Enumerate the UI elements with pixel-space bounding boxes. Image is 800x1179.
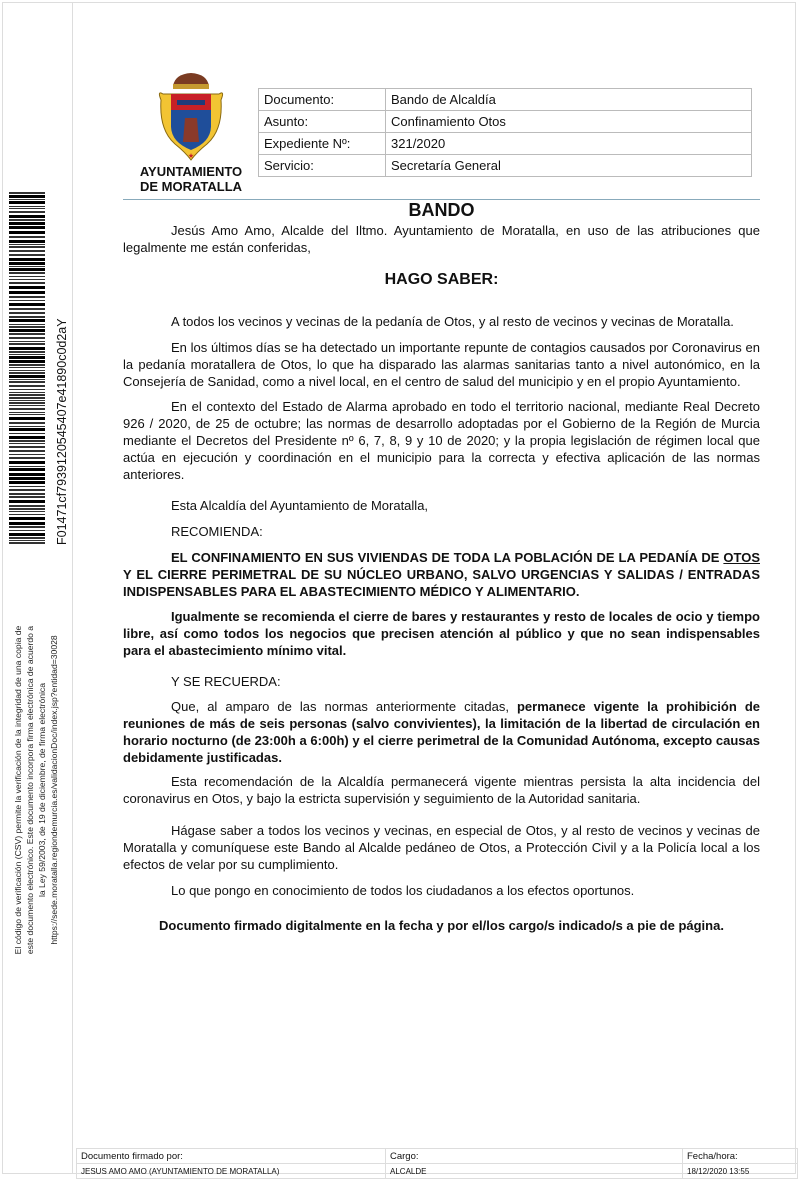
hago-saber-heading: HAGO SABER: [384,271,499,288]
barcode-bar [9,508,45,510]
barcode-bar [9,272,45,274]
barcode-bar [9,329,45,332]
barcode-bar [9,367,45,368]
barcode-bar [9,533,45,536]
date-label: Fecha/hora: [683,1149,798,1164]
csv-code: F01471cf7939120545407e41890c0d2aY [55,318,69,545]
barcode-bar [9,493,45,495]
barcode-bar [9,211,45,213]
barcode-bar [9,282,45,284]
paragraph: Lo que pongo en conocimiento de todos los ciudadanos a los efectos oportunos. [171,883,635,898]
barcode-bar [9,514,45,515]
barcode-bar [9,412,45,413]
barcode-bar [9,347,45,350]
meta-value: 321/2020 [386,133,752,155]
meta-value: Secretaría General [386,155,752,177]
barcode-bar [9,215,45,218]
barcode-bar [9,530,45,531]
barcode-bar [9,500,45,503]
barcode-bar [9,542,45,544]
barcode-bar [9,231,45,234]
barcode-bar [9,354,45,355]
barcode-bar [9,333,45,335]
barcode-bar [9,240,45,243]
barcode-bar [9,540,45,541]
barcode-bar [9,489,45,491]
barcode-bar [9,450,45,452]
barcode-bar [9,244,45,245]
barcode-bar [9,316,45,318]
barcode-bar [9,319,45,322]
barcode-bar [9,279,45,280]
signature-table [76,1148,798,1179]
barcode-bar [9,400,45,401]
barcode-bar [9,246,45,248]
barcode-bar [9,426,45,427]
paragraph: Y SE RECUERDA: [171,674,281,689]
barcode-bar [9,522,45,525]
barcode-bar [9,276,45,277]
barcode-bar [9,370,45,371]
reminder-paragraph [123,698,760,766]
barcode-bar [9,381,45,383]
barcode-bar [9,408,45,410]
barcode-bar [9,526,45,528]
municipal-logo [138,70,244,194]
meta-label: Documento: [259,89,386,111]
barcode-bar [9,324,45,325]
date-value: 18/12/2020 13:55 [683,1164,798,1179]
barcode-bar [9,341,45,342]
barcode-bar [9,405,45,406]
meta-label: Servicio: [259,155,386,177]
barcode-bar [9,222,45,225]
signed-by-label: Documento firmado por: [77,1149,386,1164]
paragraph: Esta recomendación de la Alcaldía permanecerá vigente mientras persista la alta incidencia del coronavirus en Otos, y bajo la estricta supervisión y seguimiento de la Autoridad sanitaria. [123,774,760,806]
barcode-bar [9,372,45,374]
barcode-bar [9,303,45,306]
barcode-bar [9,266,45,267]
paragraph: Igualmente se recomienda el cierre de bares y restaurantes y resto de locales de ocio y tiempo libre, así como todos los negocios que precisen atención al público y que no sean indispensables para el abastecimiento mínimo vital. [123,609,760,658]
barcode-bar [9,397,45,399]
barcode-bar [9,422,45,424]
barcode-bar [9,226,45,229]
barcode-bar [9,440,45,442]
barcode-bar [9,343,45,345]
paragraph: En los últimos días se ha detectado un importante repunte de contagios causados por Coronavirus en la pedanía moratallera de Otos, lo que ha disparado las alarmas sanitarias tanto a nivel autonómico, en la Consejería de Sanidad, como a nivel local, en el centro de salud del municipio y en el propio Ayuntamiento. [123,340,760,389]
barcode-bar [9,392,45,393]
cargo-value: ALCALDE [386,1164,683,1179]
barcode-bar [9,291,45,294]
paragraph: RECOMIENDA: [171,524,263,539]
document-title: BANDO [408,200,475,220]
meta-label: Asunto: [259,111,386,133]
svg-text:★: ★ [187,153,195,160]
barcode-bar [9,394,45,396]
intro-paragraph: Jesús Amo Amo, Alcalde del Iltmo. Ayuntamiento de Moratalla, en uso de las atribuciones que legalmente me están conferidas, [123,223,760,255]
barcode-bar [9,457,45,459]
barcode-bar [9,466,45,467]
barcode-bar [9,296,45,298]
barcode-bar [9,454,45,455]
underlined-text: OTOS [723,550,760,565]
barcode-bar [9,337,45,339]
barcode-bar [9,300,45,301]
barcode-bar [9,477,45,480]
barcode-bar [9,206,45,207]
text: EL CONFINAMIENTO EN SUS VIVIENDAS DE TODA LA POBLACIÓN DE LA PEDANÍA DE [171,550,724,565]
bold-text: permanece vigente la prohibición de reuniones de más de seis personas (salvo convivientes), la limitación de la libertad de circulación en horario nocturno (de 23:00h a 6:00h) y el cierre perimetral de la Comunidad Autónoma, excepto causas debidamente justificadas. [123,699,760,765]
barcode-bar [9,443,45,444]
barcode-bar [9,268,45,271]
paragraph: En el contexto del Estado de Alarma aprobado en todo el territorio nacional, mediante Real Decreto 926 / 2020, de 25 de octubre; las normas de desarrollo adoptadas por el Gobierno de la Región de Murcia mediante el Decretos del Presidente nº 6, 7, 8, 9 y 10 de 2020; y la propia legislación de régimen local que actúa en ejecución y coordinación en el municipio para la correcta y efectiva aplicación de las normas anteriores. [123,399,760,482]
barcode-bar [9,517,45,520]
barcode-bar [9,473,45,476]
barcode-bar [9,199,45,200]
barcode-bar [9,389,45,390]
barcode-bar [9,201,45,204]
paragraph: A todos los vecinos y vecinas de la pedanía de Otos, y al resto de vecinos y vecinas de Moratalla. [171,314,734,329]
barcode-bar [9,402,45,404]
barcode-bar [9,208,45,209]
barcode-bar [9,286,45,289]
recommendation-paragraph [123,549,760,600]
barcode-bar [9,254,45,256]
barcode-bar [9,364,45,366]
barcode [9,192,45,544]
paragraph: Hágase saber a todos los vecinos y vecinas, en especial de Otos, y al resto de vecinos y vecinas de Moratalla y comuníquese este Bando al Alcalde pedáneo de Otos, a Protección Civil y a la Policía local a los efectos de velar por su cumplimiento. [123,823,760,872]
coat-of-arms-icon [155,70,227,162]
barcode-bar [9,481,45,484]
barcode-bar [9,192,45,194]
barcode-bar [9,258,45,261]
meta-value: Bando de Alcaldía [386,89,752,111]
barcode-bar [9,417,45,420]
barcode-bar [9,436,45,439]
barcode-bar [9,379,45,380]
barcode-bar [9,433,45,434]
legal-notice: El código de verificación (CSV) permite la verificación de la integridad de una copia de este documento electrónico. Este documento incorpora firma electrónica de acuerdo a la Ley 59/2003, de 19 de diciembre, de firma electrónica https://sede.moratalla.regiondemurcia.es/validacionDoc/index.jsp?entidad=30028 [13,625,59,955]
barcode-bar [9,385,45,387]
barcode-bar [9,312,45,314]
barcode-bar [9,414,45,415]
barcode-bar [9,308,45,310]
signed-by-value: JESUS AMO AMO (AYUNTAMIENTO DE MORATALLA) [77,1164,386,1179]
barcode-bar [9,262,45,265]
barcode-bar [9,486,45,487]
barcode-bar [9,219,45,221]
barcode-bar [9,195,45,198]
barcode-bar [9,511,45,512]
org-name-line2: DE MORATALLA [139,179,243,194]
paragraph: Esta Alcaldía del Ayuntamiento de Moratalla, [171,498,429,513]
document-metadata-table [258,88,752,177]
barcode-bar [9,356,45,359]
margin-divider [72,2,73,1174]
barcode-bar [9,375,45,378]
barcode-bar [9,446,45,448]
text: Y EL CIERRE PERIMETRAL DE SU NÚCLEO URBANO, SALVO URGENCIAS Y SALIDAS / ENTRADAS INDISPENSABLES PARA EL ABASTECIMIENTO MÉDICO Y ALIMENTARIO. [123,567,760,599]
signature-note: Documento firmado digitalmente en la fecha y por el/los cargo/s indicado/s a pie de página. [159,918,724,933]
barcode-bar [9,250,45,252]
barcode-bar [9,496,45,498]
barcode-bar [9,326,45,328]
barcode-bar [9,468,45,471]
barcode-bar [9,537,45,539]
barcode-bar [9,360,45,363]
barcode-bar [9,505,45,507]
barcode-bar [9,461,45,464]
meta-label: Expediente Nº: [259,133,386,155]
org-name-line1: AYUNTAMIENTO [139,164,243,179]
barcode-bar [9,236,45,238]
barcode-bar [9,428,45,431]
cargo-label: Cargo: [386,1149,683,1164]
text: Que, al amparo de las normas anteriormente citadas, [171,699,517,714]
barcode-bar [9,351,45,353]
meta-value: Confinamiento Otos [386,111,752,133]
